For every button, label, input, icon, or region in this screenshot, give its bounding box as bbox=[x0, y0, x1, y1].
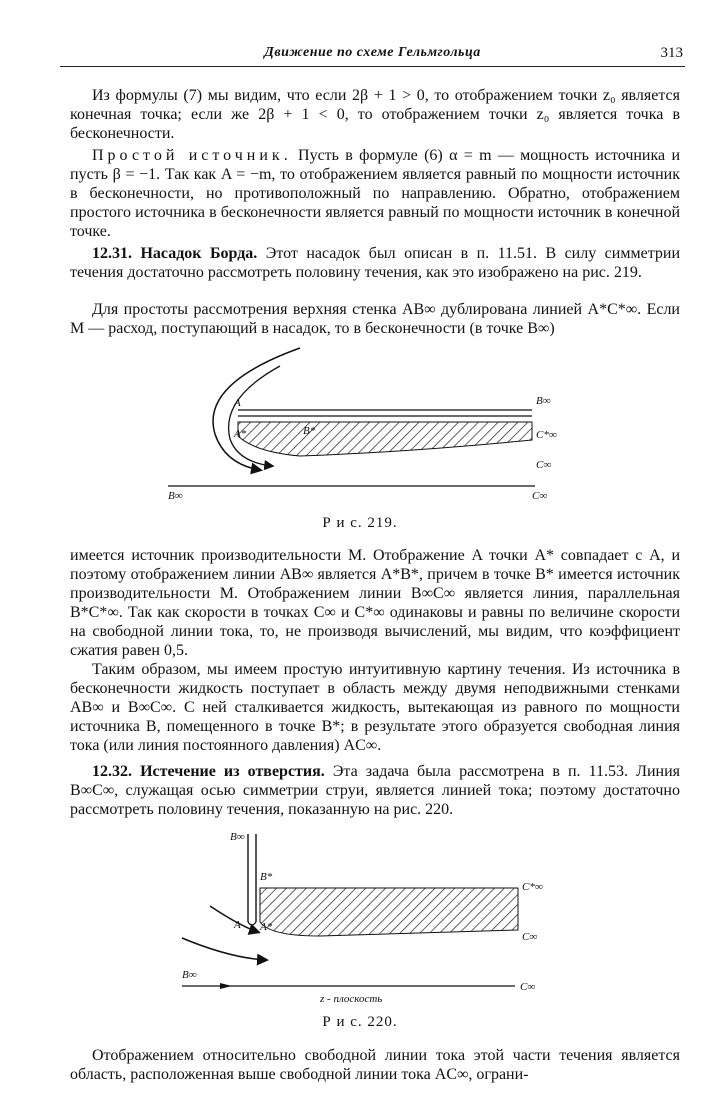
label-A-star: A* bbox=[234, 428, 247, 440]
label-B-star: B* bbox=[260, 871, 273, 883]
label-B-inf-top: B∞ bbox=[536, 395, 551, 407]
label-B-inf-top: B∞ bbox=[230, 831, 245, 843]
paragraph-text: имеется источник производительности M. Отображение A точки A* совпадает с A, и поэтому отображением линии AB∞ является A*B*, причем в точке B* имеется источник производительности M. Отображением линии B∞C∞ является линия, параллельная B*C*∞. Так как скорости в точках C∞ и C*∞ одинаковы и равны по величине скорости на свободной линии тока, то, не производя вычислений, мы видим, что коэффициент сжатия равен 0,5. bbox=[70, 547, 680, 659]
label-C-star-inf: C*∞ bbox=[522, 881, 543, 893]
paragraph-free-streamline bbox=[70, 1046, 680, 1084]
running-header bbox=[60, 44, 685, 67]
figure-220-caption: Р и с. 220. bbox=[322, 1014, 398, 1030]
label-A: A bbox=[234, 397, 241, 409]
label-B-star: B* bbox=[303, 425, 316, 437]
running-title: Движение по схеме Гельмгольца bbox=[264, 45, 481, 60]
streamline-lower bbox=[182, 938, 266, 960]
label-B-inf-bottom: B∞ bbox=[182, 969, 197, 981]
section-12-32-heading: 12.32. Истечение из отверстия. bbox=[92, 763, 325, 780]
axis-arrow bbox=[220, 983, 232, 989]
label-A-star: A* bbox=[260, 921, 273, 933]
paragraph-text: Из формулы (7) мы видим, что если 2β + 1 > 0, то отображением точки z₀ является конечная точка; если же 2β + 1 < 0, то отображением точки z₀ является точка в бесконечности. bbox=[70, 87, 680, 142]
paragraph-upper-wall bbox=[70, 300, 680, 338]
label-A: A bbox=[234, 919, 241, 931]
paragraph-borda-nozzle bbox=[70, 244, 680, 282]
label-B-inf-bottom: B∞ bbox=[168, 490, 183, 502]
paragraph-text: Этот насадок был описан в п. 11.51. В силу симметрии течения достаточно рассмотреть половину течения, как это изображено на рис. 219. bbox=[70, 245, 680, 281]
hatched-flow-region bbox=[238, 422, 532, 456]
paragraph-text: Таким образом, мы имеем простую интуитивную картину течения. Из источника в бесконечности жидкость поступает в область между двумя неподвижными стенками AB∞ и B∞C∞. С ней сталкивается жидкость, вытекающая из равного по мощности источника B, помещенного в точке B*; в результате этого образуется свободная линия тока (или линия постоянного давления) AC∞. bbox=[70, 661, 680, 754]
label-C-inf-bottom: C∞ bbox=[520, 981, 536, 993]
paragraph-simple-source bbox=[70, 146, 680, 241]
paragraph-text: Пусть в формуле (6) α = m — мощность источника и пусть β = −1. Так как A = −m, то отображением является равный по мощности источник в бесконечности, но противоположный по направлению. Обратно, отображением простого источника в бесконечности является равный по мощности источник в конечной точке. bbox=[70, 147, 681, 240]
label-C-inf: C∞ bbox=[536, 459, 552, 471]
paragraph-orifice-outflow bbox=[70, 762, 680, 819]
label-C-inf-bottom: C∞ bbox=[532, 490, 548, 502]
figure-219-caption: Р и с. 219. bbox=[322, 515, 398, 531]
label-C-inf: C∞ bbox=[522, 931, 538, 943]
paragraph-formula-7 bbox=[70, 86, 680, 143]
paragraph-source-mapping bbox=[70, 546, 680, 660]
hatched-flow-region bbox=[260, 888, 518, 936]
plane-label: z - плоскость bbox=[320, 993, 383, 1005]
simple-source-lead: Простой источник. bbox=[92, 147, 292, 164]
paragraph-text: Отображением относительно свободной линии тока этой части течения является область, расположенная выше свободной линии тока AC∞, ограни- bbox=[70, 1047, 680, 1083]
wall-tip bbox=[248, 922, 256, 925]
paragraph-text: Для простоты рассмотрения верхняя стенка AB∞ дублирована линией A*C*∞. Если M — расход, поступающий в насадок, то в бесконечности (в точке B∞) bbox=[70, 301, 680, 337]
label-C-star-inf: C*∞ bbox=[536, 429, 557, 441]
figure-219 bbox=[160, 344, 560, 506]
section-12-31-heading: 12.31. Насадок Борда. bbox=[92, 245, 258, 262]
paragraph-intuitive-picture bbox=[70, 660, 680, 755]
figure-220 bbox=[170, 826, 550, 1006]
paragraph-text: Эта задача была рассмотрена в п. 11.53. Линия B∞C∞, служащая осью симметрии струи, является линией тока; поэтому достаточно рассмотреть половину течения, показанную на рис. 220. bbox=[70, 763, 680, 818]
page-number: 313 bbox=[660, 45, 683, 61]
